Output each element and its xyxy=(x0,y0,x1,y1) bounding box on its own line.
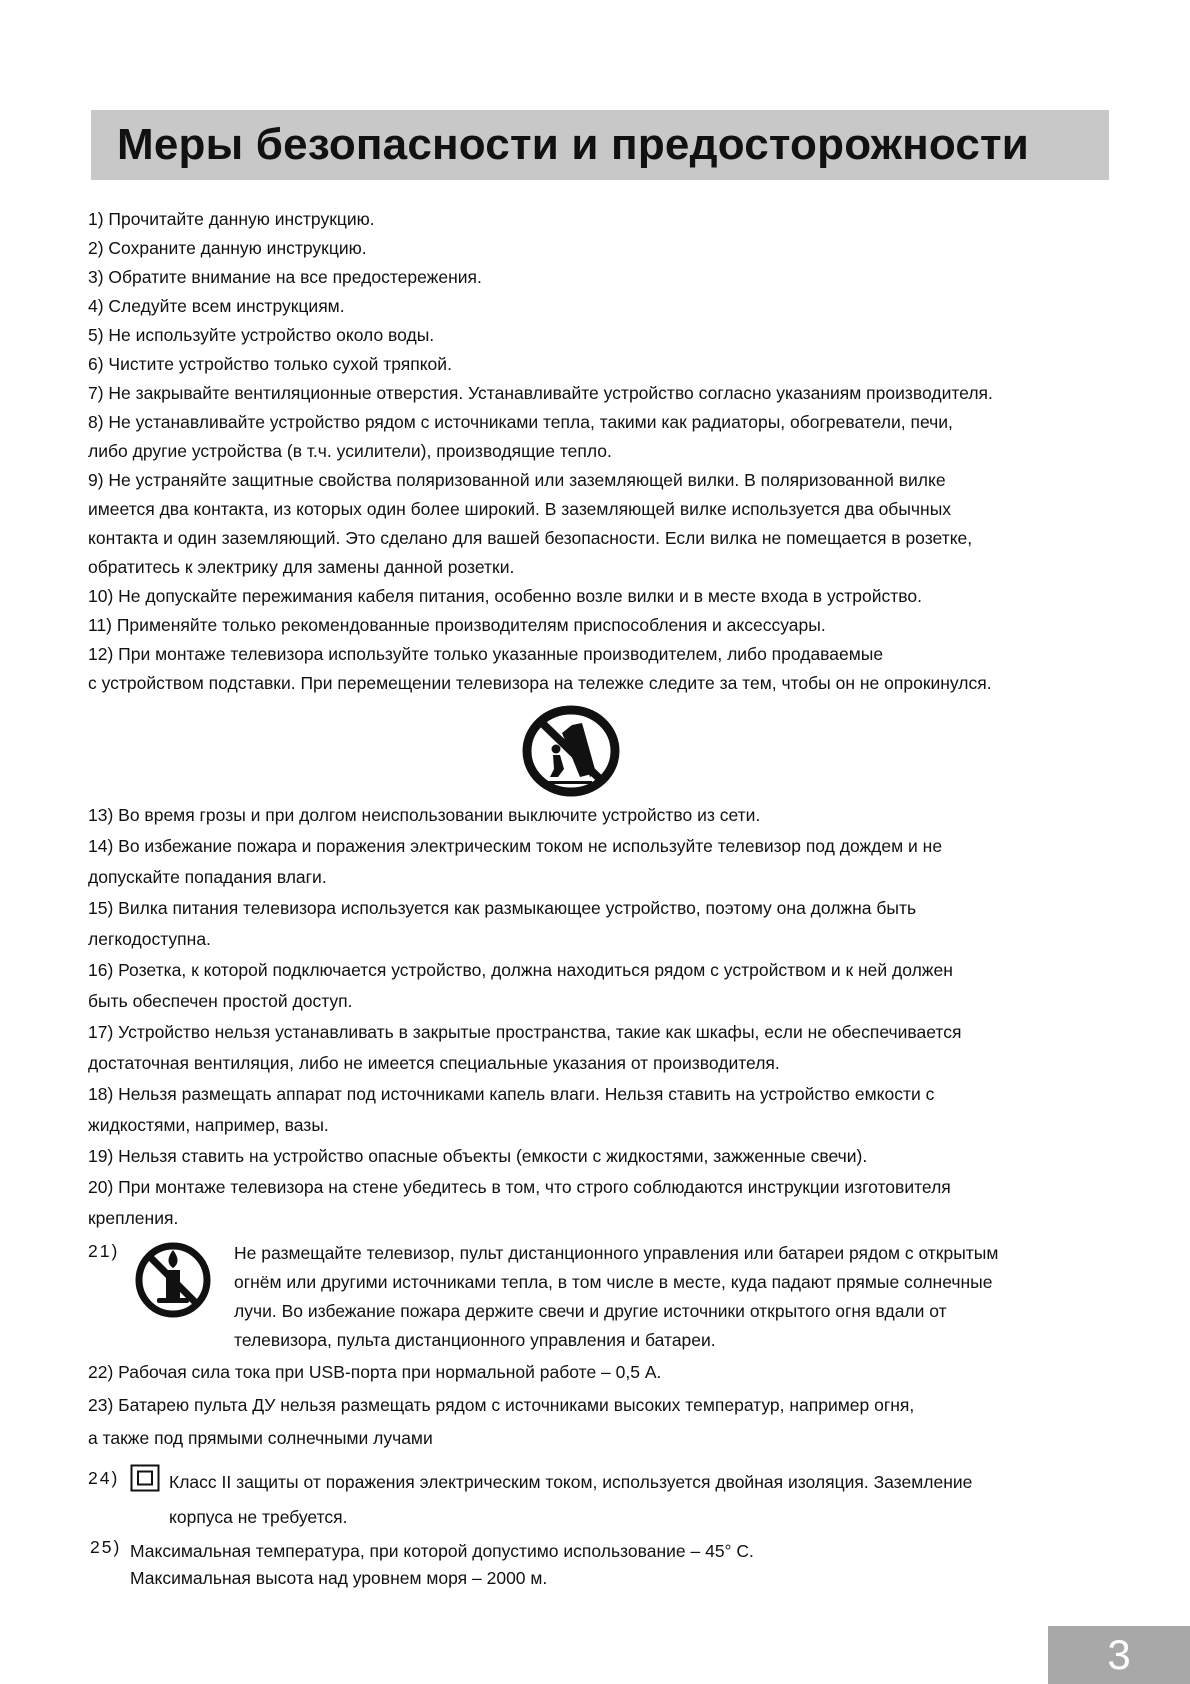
cart-tip-over-warning-icon xyxy=(520,703,622,799)
list-item: Не размещайте телевизор, пульт дистанционного управления или батареи рядом с открытым xyxy=(234,1243,999,1263)
page-title: Меры безопасности и предосторожности xyxy=(117,120,1030,169)
title-banner xyxy=(91,110,1109,180)
list-item: 16) Розетка, к которой подключается устройство, должна находиться рядом с устройством и к ней должен xyxy=(88,960,953,980)
list-item: обратитесь к электрику для замены данной розетки. xyxy=(88,557,515,577)
items-low xyxy=(88,1356,1118,1455)
list-item: 18) Нельзя размещать аппарат под источниками капель влаги. Нельзя ставить на устройство емкости с xyxy=(88,1084,935,1104)
list-item: 7) Не закрывайте вентиляционные отверстия. Устанавливайте устройство согласно указаниям производителя. xyxy=(88,383,993,403)
list-item: Максимальная высота над уровнем моря – 2000 м. xyxy=(130,1568,548,1588)
items-mid xyxy=(88,800,1118,1234)
list-item: легкодоступна. xyxy=(88,929,211,949)
items-top xyxy=(88,205,1118,698)
item-25-number: 25) xyxy=(90,1537,122,1557)
list-item: быть обеспечен простой доступ. xyxy=(88,991,353,1011)
list-item: 15) Вилка питания телевизора используется как размыкающее устройство, поэтому она должна быть xyxy=(88,898,917,918)
list-item: 17) Устройство нельзя устанавливать в закрытые пространства, такие как шкафы, если не обеспечивается xyxy=(88,1022,962,1042)
list-item: с устройством подставки. При перемещении телевизора на тележке следите за тем, чтобы он не опрокинулся. xyxy=(88,673,992,693)
list-item: 12) При монтаже телевизора используйте только указанные производителем, либо продаваемые xyxy=(88,644,884,664)
list-item: телевизора, пульта дистанционного управления и батареи. xyxy=(234,1330,716,1350)
item-24-number: 24) xyxy=(88,1468,120,1488)
list-item: достаточная вентиляция, либо не имеется специальные указания от производителя. xyxy=(88,1053,780,1073)
list-item: 19) Нельзя ставить на устройство опасные объекты (емкости с жидкостями, зажженные свечи). xyxy=(88,1146,868,1166)
list-item: крепления. xyxy=(88,1208,179,1228)
list-item: 22) Рабочая сила тока при USB-порта при нормальной работе – 0,5 А. xyxy=(88,1362,662,1382)
list-item: 1) Прочитайте данную инструкцию. xyxy=(88,209,375,229)
list-item: лучи. Во избежание пожара держите свечи и другие источники открытого огня вдали от xyxy=(234,1301,947,1321)
list-item: 4) Следуйте всем инструкциям. xyxy=(88,296,345,316)
list-item: корпуса не требуется. xyxy=(169,1507,348,1527)
list-item: 11) Применяйте только рекомендованные производителям приспособления и аксессуары. xyxy=(88,615,826,635)
list-item: 23) Батарею пульта ДУ нельзя размещать рядом с источниками высоких температур, например огня, xyxy=(88,1395,915,1415)
item-24-text xyxy=(169,1465,972,1535)
no-open-flame-icon xyxy=(133,1240,213,1320)
list-item: допускайте попадания влаги. xyxy=(88,867,327,887)
list-item: Максимальная температура, при которой допустимо использование – 45° С. xyxy=(130,1541,754,1561)
list-item: 3) Обратите внимание на все предостережения. xyxy=(88,267,482,287)
list-item: либо другие устройства (в т.ч. усилители), производящие тепло. xyxy=(88,441,612,461)
page-number: 3 xyxy=(1048,1626,1190,1684)
list-item: огнём или другими источниками тепла, в том числе в месте, куда падают прямые солнечные xyxy=(234,1272,993,1292)
list-item: имеется два контакта, из которых один более широкий. В заземляющей вилке используется два обычных xyxy=(88,499,952,519)
item-25-text xyxy=(130,1538,754,1592)
list-item: контакта и один заземляющий. Это сделано для вашей безопасности. Если вилка не помещается в розетке, xyxy=(88,528,973,548)
list-item: 8) Не устанавливайте устройство рядом с источниками тепла, такими как радиаторы, обогреватели, печи, xyxy=(88,412,953,432)
list-item: Класс II защиты от поражения электрическим током, используется двойная изоляция. Заземление xyxy=(169,1472,973,1492)
list-item: 20) При монтаже телевизора на стене убедитесь в том, что строго соблюдаются инструкции изготовителя xyxy=(88,1177,951,1197)
item-21-text xyxy=(234,1239,998,1355)
list-item: 2) Сохраните данную инструкцию. xyxy=(88,238,367,258)
double-insulation-icon xyxy=(130,1464,160,1492)
list-item: 9) Не устраняйте защитные свойства поляризованной или заземляющей вилки. В поляризованной вилке xyxy=(88,470,946,490)
list-item: 13) Во время грозы и при долгом неиспользовании выключите устройство из сети. xyxy=(88,805,761,825)
list-item: а также под прямыми солнечными лучами xyxy=(88,1428,433,1448)
list-item: 14) Во избежание пожара и поражения электрическим током не используйте телевизор под дождем и не xyxy=(88,836,943,856)
list-item: 10) Не допускайте пережимания кабеля питания, особенно возле вилки и в месте входа в устройство. xyxy=(88,586,922,606)
item-21-number: 21) xyxy=(88,1241,120,1261)
list-item: 6) Чистите устройство только сухой тряпкой. xyxy=(88,354,452,374)
list-item: 5) Не используйте устройство около воды. xyxy=(88,325,435,345)
list-item: жидкостями, например, вазы. xyxy=(88,1115,329,1135)
